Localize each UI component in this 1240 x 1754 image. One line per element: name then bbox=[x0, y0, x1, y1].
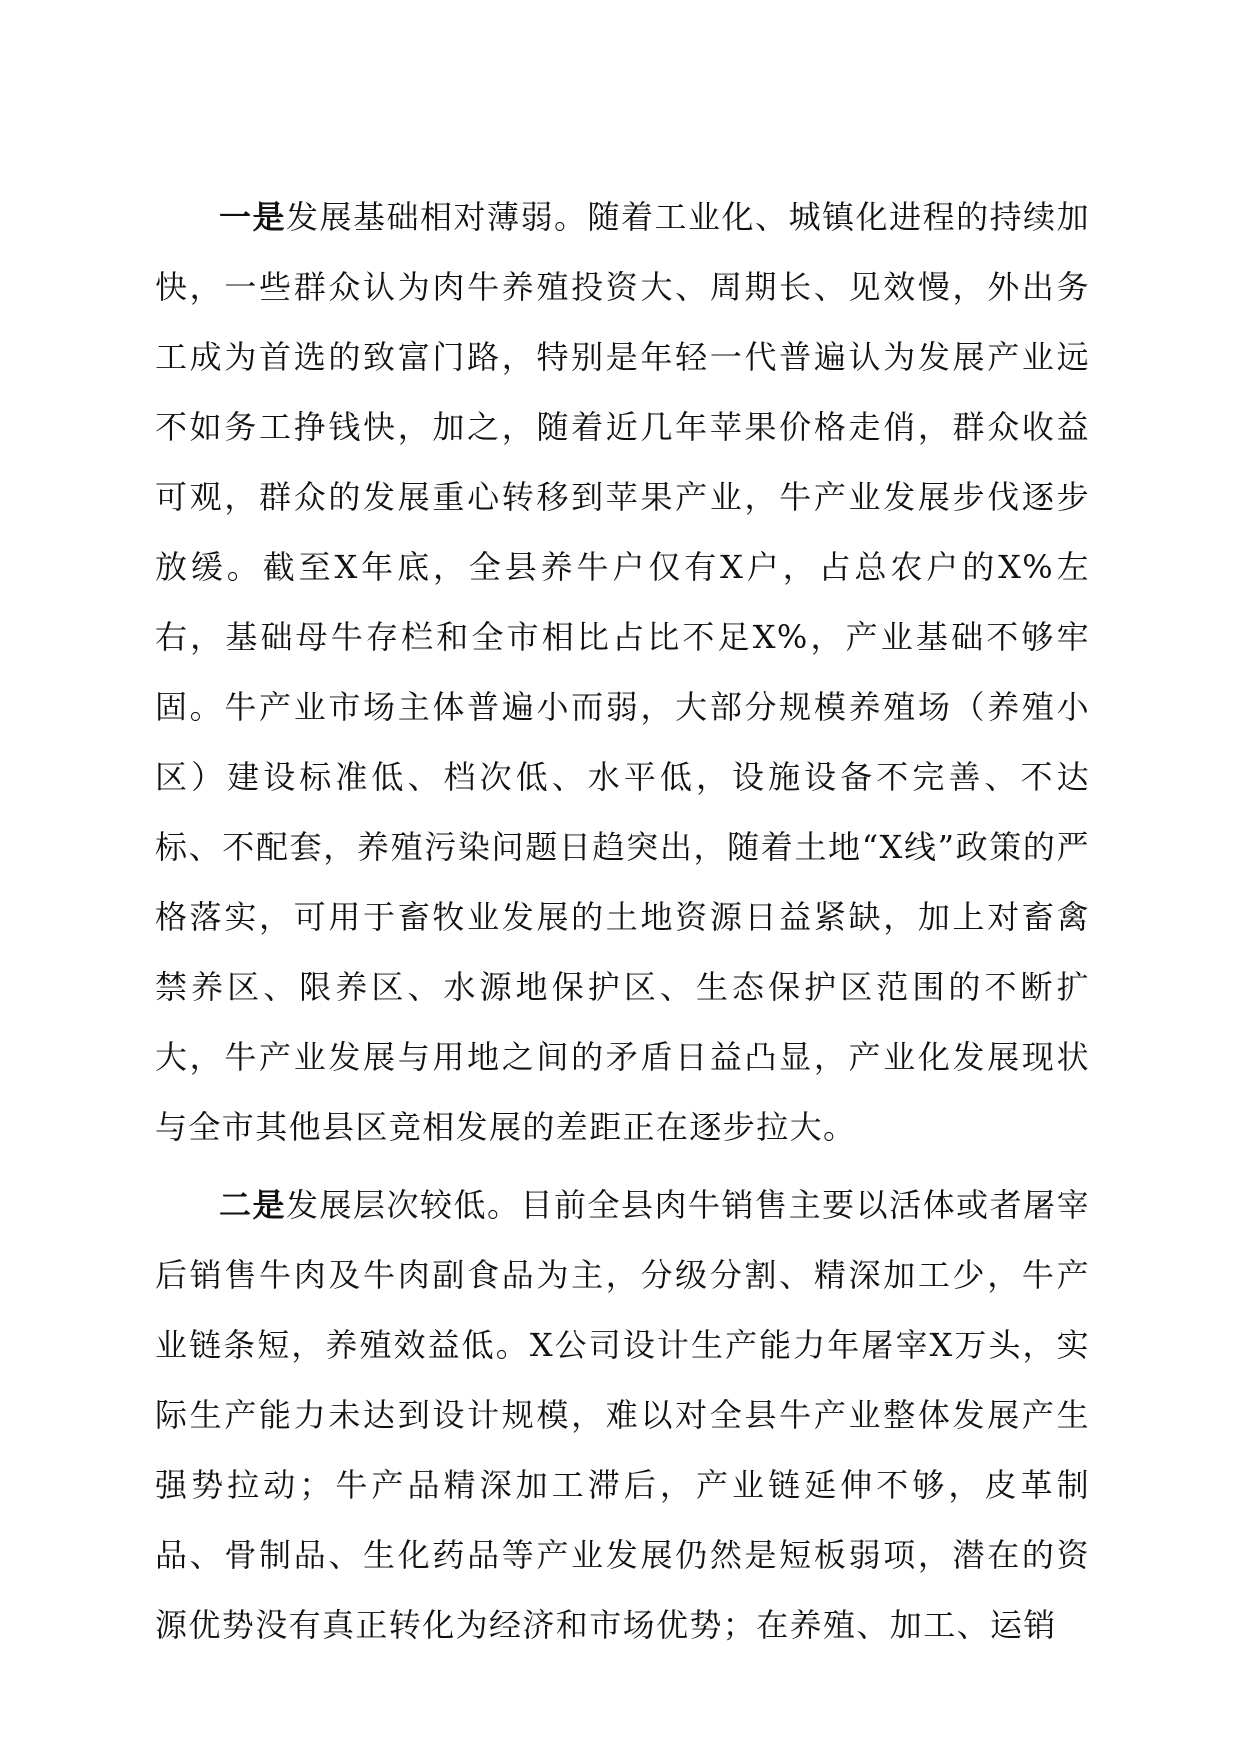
paragraph-two bbox=[155, 1170, 1090, 1660]
paragraph-one bbox=[155, 182, 1090, 1162]
paragraph-two-text: 发展层次较低。目前全县肉牛销售主要以活体或者屠宰后销售牛肉及牛肉副食品为主，分级分割、精深加工少，牛产业链条短，养殖效益低。X公司设计生产能力年屠宰X万头，实际生产能力未达到设计规模，难以对全县牛产业整体发展产生强势拉动；牛产品精深加工滞后，产业链延伸不够，皮革制品、骨制品、生化药品等产业发展仍然是短板弱项，潜在的资源优势没有真正转化为经济和市场优势；在养殖、加工、运销 bbox=[155, 1186, 1090, 1644]
paragraph-one-text: 发展基础相对薄弱。随着工业化、城镇化进程的持续加快，一些群众认为肉牛养殖投资大、周期长、见效慢，外出务工成为首选的致富门路，特别是年轻一代普遍认为发展产业远不如务工挣钱快，加之，随着近几年苹果价格走俏，群众收益可观，群众的发展重心转移到苹果产业，牛产业发展步伐逐步放缓。截至X年底，全县养牛户仅有X户，占总农户的X%左右，基础母牛存栏和全市相比占比不足X%，产业基础不够牢固。牛产业市场主体普遍小而弱，大部分规模养殖场（养殖小区）建设标准低、档次低、水平低，设施设备不完善、不达标、不配套，养殖污染问题日趋突出，随着土地“X线”政策的严格落实，可用于畜牧业发展的土地资源日益紧缺，加上对畜禽禁养区、限养区、水源地保护区、生态保护区范围的不断扩大，牛产业发展与用地之间的矛盾日益凸显，产业化发展现状与全市其他县区竞相发展的差距正在逐步拉大。 bbox=[155, 198, 1090, 1146]
paragraph-one-lead: 一是 bbox=[219, 198, 287, 236]
document-body bbox=[155, 182, 1090, 1668]
paragraph-two-lead: 二是 bbox=[219, 1186, 287, 1224]
